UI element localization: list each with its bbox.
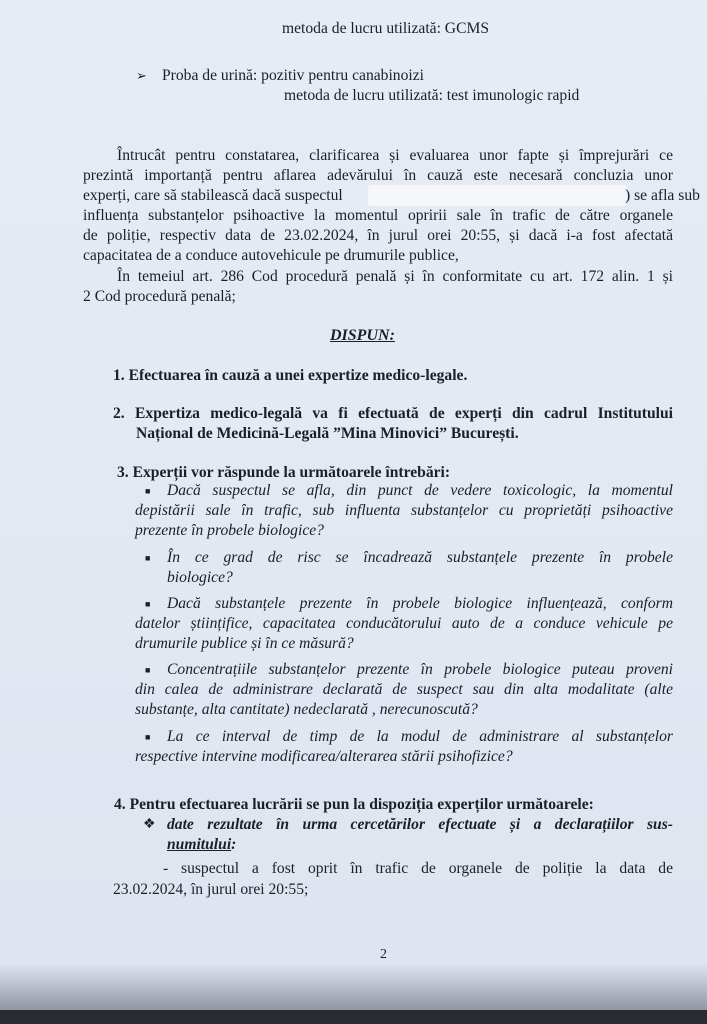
- item-4-title: 4. Pentru efectuarea lucrării se pun la dispoziția experților următoarele:: [114, 796, 594, 813]
- legal-basis-line-1: În temeiul art. 286 Cod procedură penală și în conformitate cu art. 172 alin. 1 și: [117, 268, 673, 285]
- gcms-method-line: metoda de lucru utilizată: GCMS: [282, 20, 490, 37]
- item-4-sub-line-2: numitului: [167, 836, 232, 853]
- square-bullet-icon: ■: [145, 553, 151, 563]
- intro-line-1: Întrucât pentru constatarea, clarificarea și evaluarea unor fapte și împrejurări ce: [117, 147, 673, 164]
- question-1-line-1: Dacă suspectul se afla, din punct de vedere toxicologic, la momentul: [167, 482, 673, 499]
- question-4-line-1: Concentrațiile substanțelor prezente în probele biologice puteau proveni: [167, 661, 673, 678]
- item-3: 3. Experții vor răspunde la următoarele întrebări:: [117, 464, 451, 481]
- fact-line-2: 23.02.2024, în jurul orei 20:55;: [113, 881, 309, 898]
- fact-line-1: suspectul a fost oprit în trafic de organele de poliție la data de: [181, 860, 673, 877]
- intro-line-3a: experți, care să stabilească dacă suspectul: [83, 187, 343, 204]
- arrow-bullet-icon: ➢: [136, 68, 147, 83]
- item-2-line-2: Național de Medicină-Legală ”Mina Minovici” București.: [136, 425, 519, 442]
- question-2-line-2: biologice?: [167, 569, 233, 586]
- dash-marker: -: [163, 860, 169, 877]
- photo-edge: [0, 1010, 707, 1024]
- square-bullet-icon: ■: [145, 486, 151, 496]
- legal-basis-line-2: 2 Cod procedură penală;: [83, 288, 236, 305]
- urine-sample-line: Proba de urină: pozitiv pentru canabinoizi: [162, 67, 424, 84]
- question-4-line-2: din calea de administrare declarată de suspect sau din alta modalitate (alte: [135, 681, 673, 698]
- item-4-sub-colon: :: [231, 836, 237, 853]
- square-bullet-icon: ■: [145, 599, 151, 609]
- redaction-box: [368, 185, 627, 206]
- dispun-title: DISPUN:: [330, 327, 395, 344]
- question-3-line-1: Dacă substanțele prezente în probele biologice influențează, conform: [167, 595, 673, 612]
- question-5-line-2: respective intervine modificarea/alterarea stării psihofizice?: [135, 748, 513, 765]
- question-4-line-3: substanțe, alta cantitate) nedeclarată , nerecunoscută?: [135, 701, 478, 718]
- intro-line-2: prezintă importanță pentru aflarea adevărului în cauză este necesară concluzia unor: [83, 167, 673, 184]
- intro-line-3b: ) se afla sub: [625, 187, 700, 204]
- item-1: 1. Efectuarea în cauză a unei expertize medico-legale.: [113, 367, 468, 384]
- question-5-line-1: La ce interval de timp de la modul de administrare al substanțelor: [167, 728, 673, 745]
- intro-line-5: de poliție, respectiv data de 23.02.2024, în jurul orei 20:55, și dacă i-a fost afectată: [83, 227, 673, 244]
- intro-line-6: capacitatea de a conduce autovehicule pe drumurile publice,: [83, 247, 459, 264]
- urine-method-line: metoda de lucru utilizată: test imunologic rapid: [284, 87, 580, 104]
- page-number: 2: [380, 947, 387, 962]
- question-1-line-2: depistării sale în trafic, sub influenta substanțelor cu proprietăți psihoactive: [135, 502, 673, 519]
- question-3-line-2: datelor științifice, capacitatea conducătorului auto de a conduce vehicule pe: [135, 615, 673, 632]
- item-4-sub-line-1: date rezultate în urma cercetărilor efectuate și a declarațiilor sus-: [167, 816, 673, 833]
- diamond-bullet-icon: ❖: [143, 817, 156, 832]
- item-2-line-1: 2. Expertiza medico-legală va fi efectuată de experți din cadrul Institutului: [113, 405, 673, 422]
- question-1-line-3: prezente în probele biologice?: [135, 522, 324, 539]
- square-bullet-icon: ■: [145, 732, 151, 742]
- question-3-line-3: drumurile publice și în ce măsură?: [135, 635, 354, 652]
- square-bullet-icon: ■: [145, 665, 151, 675]
- intro-line-4: influența substanțelor psihoactive la momentul opririi sale în trafic de către organele: [83, 207, 673, 224]
- question-2-line-1: În ce grad de risc se încadrează substanțele prezente în probele: [167, 549, 673, 566]
